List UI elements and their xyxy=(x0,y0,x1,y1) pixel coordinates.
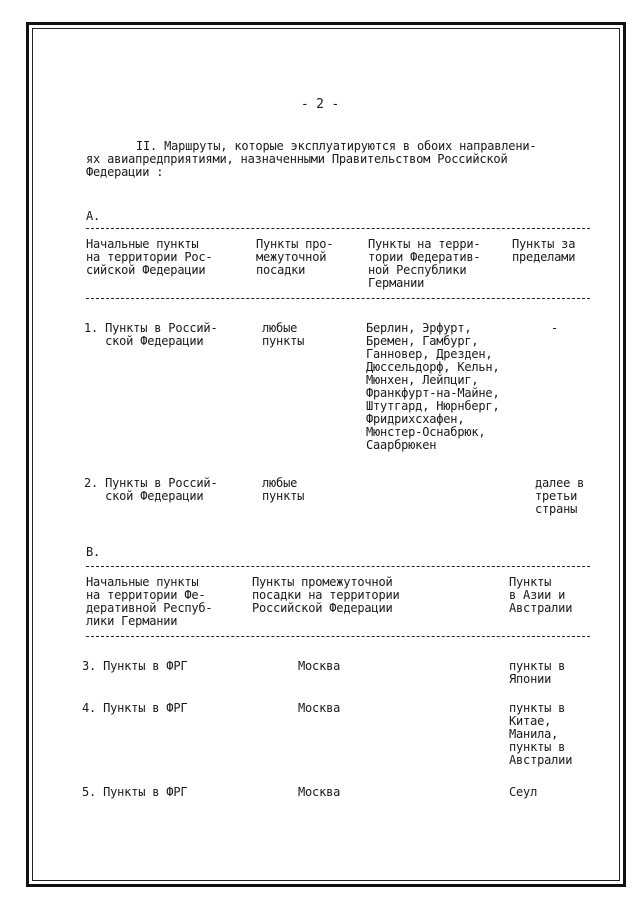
section-a-header-bottom-rule xyxy=(86,298,590,299)
header-line: в Азии и xyxy=(509,588,566,602)
row-germany: Штутгард, Нюрнберг, xyxy=(366,399,500,413)
row-origin: 3. Пункты в ФРГ xyxy=(82,659,188,673)
row-germany: Берлин, Эрфурт, xyxy=(366,321,472,335)
row-beyond: страны xyxy=(535,502,578,516)
row-asia: пункты в xyxy=(509,740,566,754)
row-intermediate: любые xyxy=(262,321,298,335)
header-line: на территории Рос- xyxy=(86,250,213,264)
header-line: деративной Респуб- xyxy=(86,601,213,615)
header-line: Пункты на терри- xyxy=(368,237,481,251)
intro-line-1: II. Маршруты, которые эксплуатируются в обоих направлени- xyxy=(136,139,537,153)
row-asia: Австралии xyxy=(509,753,573,767)
header-line: посадки на территории xyxy=(252,588,400,602)
header-line: пределами xyxy=(512,250,576,264)
header-line: Пункты промежуточной xyxy=(252,575,393,589)
row-germany: Бремен, Гамбург, xyxy=(366,334,479,348)
row-origin: ской Федерации xyxy=(84,334,204,348)
row-germany: Саарбрюкен xyxy=(366,438,437,452)
section-b-label: В. xyxy=(86,545,101,559)
row-germany: Ганновер, Дрезден, xyxy=(366,347,493,361)
header-line: Начальные пункты xyxy=(86,575,199,589)
header-line: на территории Фе- xyxy=(86,588,206,602)
section-b-header-bottom-rule xyxy=(86,636,590,637)
row-origin: ской Федерации xyxy=(84,489,204,503)
header-line: посадки xyxy=(256,263,306,277)
row-germany: Дюссельдорф, Кельн, xyxy=(366,360,500,374)
intro-line-2: ях авиапредприятиями, назначенными Правительством Российской xyxy=(86,152,508,166)
row-intermediate: Москва xyxy=(298,701,341,715)
row-origin: 4. Пункты в ФРГ xyxy=(82,701,188,715)
header-line: Пункты xyxy=(509,575,552,589)
row-origin: 5. Пункты в ФРГ xyxy=(82,785,188,799)
row-intermediate: Москва xyxy=(298,785,341,799)
header-line: Германии xyxy=(368,276,425,290)
page-number: - 2 - xyxy=(300,97,340,112)
header-line: ной Республики xyxy=(368,263,467,277)
row-intermediate: Москва xyxy=(298,659,341,673)
section-a-header-top-rule xyxy=(86,228,590,229)
row-beyond: третьи xyxy=(535,489,578,503)
row-germany: Мюнхен, Лейпциг, xyxy=(366,373,479,387)
row-origin: 1. Пункты в Россий- xyxy=(84,321,218,335)
row-germany: Франкфурт-на-Майне, xyxy=(366,386,500,400)
row-germany: Фридрихсхафен, xyxy=(366,412,465,426)
row-asia: пункты в xyxy=(509,701,566,715)
section-a-label: А. xyxy=(86,209,101,223)
row-beyond: далее в xyxy=(535,476,585,490)
header-line: Начальные пункты xyxy=(86,237,199,251)
header-line: лики Германии xyxy=(86,614,178,628)
row-asia: Манила, xyxy=(509,727,559,741)
row-germany: Мюнстер-Оснабрюк, xyxy=(366,425,486,439)
row-origin: 2. Пункты в Россий- xyxy=(84,476,218,490)
row-intermediate: любые xyxy=(262,476,298,490)
row-asia: Сеул xyxy=(509,785,538,799)
row-intermediate: пункты xyxy=(262,489,305,503)
row-intermediate: пункты xyxy=(262,334,305,348)
header-line: Российской Федерации xyxy=(252,601,393,615)
row-asia: Японии xyxy=(509,672,552,686)
row-asia: Китае, xyxy=(509,714,552,728)
row-beyond: - xyxy=(551,321,559,335)
section-b-header-top-rule xyxy=(86,566,590,567)
header-line: Пункты за xyxy=(512,237,576,251)
header-line: сийской Федерации xyxy=(86,263,206,277)
header-line: межуточной xyxy=(256,250,327,264)
intro-line-3: Федерации : xyxy=(86,165,164,179)
header-line: тории Федератив- xyxy=(368,250,481,264)
row-asia: пункты в xyxy=(509,659,566,673)
header-line: Австралии xyxy=(509,601,573,615)
header-line: Пункты про- xyxy=(256,237,334,251)
